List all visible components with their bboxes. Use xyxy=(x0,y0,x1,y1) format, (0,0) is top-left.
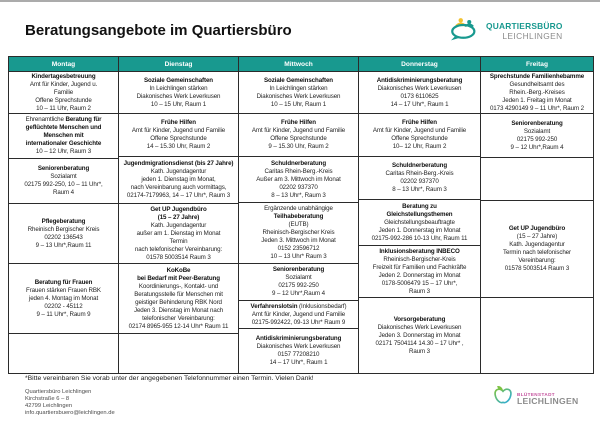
cell-line: 14 – 17 Uhr*, Raum 1 xyxy=(390,100,449,108)
address-city: 42799 Leichlingen xyxy=(25,403,73,409)
quartiersbuero-logo-text xyxy=(486,21,563,41)
cell-line: Menschen mit xyxy=(43,132,84,139)
offer-cell xyxy=(119,204,238,264)
cell-line: 02175 992-250 xyxy=(516,135,558,143)
cell-line: Antidiskriminierungsberatung xyxy=(255,335,342,342)
cell-line: 10 – 15 Uhr, Raum 1 xyxy=(150,100,207,108)
cell-line: jeden 4. Montag im Monat xyxy=(28,294,99,302)
cell-line: 02202 136543 xyxy=(44,233,83,241)
offer-cell xyxy=(359,72,480,114)
offer-cell xyxy=(359,200,480,246)
offer-cell xyxy=(9,114,118,159)
offer-cell xyxy=(119,264,238,334)
cell-line: Amt für Kinder, Jugend und Familie xyxy=(372,127,467,134)
cell-line: Offene Sprechstunde xyxy=(391,135,448,142)
cell-line: telefonischer Vereinbarung: xyxy=(142,314,215,322)
day-column-dienstag xyxy=(119,57,239,373)
cell-line: Rhein.-Berg.-Kreises xyxy=(509,88,565,96)
cell-line: Rheinisch-Bergischer Kreis xyxy=(262,229,335,236)
cell-line: Diakonisches Werk Leverkusen xyxy=(377,323,462,331)
cell-line: Jeden 1. Donnerstag im Monat xyxy=(378,226,461,234)
cell-line: 02202 - 45112 xyxy=(44,302,83,310)
cell-line: Jeden 3. Dienstag im Monat nach xyxy=(133,306,224,314)
cell-line: 02174-7179963, 14 – 17 Uhr*, Raum 3 xyxy=(126,192,231,199)
cell-line: Gleichstellungsthemen xyxy=(386,210,453,218)
cell-line: In Leichlingen stärken xyxy=(149,84,208,92)
day-column-montag xyxy=(9,57,119,373)
cell-line: (15 – 27 Jahre) xyxy=(157,213,200,221)
cell-line: Get UP Jugendbüro xyxy=(508,225,566,232)
logo-line-leichlingen: LEICHLINGEN xyxy=(502,30,563,41)
cell-line: 02175-992-286 10-13 Uhr, Raum 11 xyxy=(371,234,468,242)
empty-cell xyxy=(119,334,238,373)
cell-line: 01578 5003514 Raum 3 xyxy=(504,265,570,272)
offer-cell xyxy=(481,114,593,158)
address-org: Quartiersbüro Leichlingen xyxy=(25,389,92,395)
offer-cell xyxy=(359,246,480,298)
cell-line: Amt für Kinder, Jugend und Familie xyxy=(251,127,346,134)
cell-line: Diakonisches Werk Leverkusen xyxy=(136,92,221,100)
cell-line: Frauen stärken Frauen RBK xyxy=(26,286,101,294)
cell-line: Gleichstellungsbeauftragte xyxy=(384,218,455,226)
cell-line: Caritas Rhein-Berg.-Kreis xyxy=(264,167,333,175)
cell-line: Amt für Kinder, Jugend und Familie xyxy=(251,310,346,318)
appointment-footnote: *Bitte vereinbaren Sie vorab unter der angegebenen Telefonnummer einen Termin. Vielen Dank! xyxy=(25,375,314,382)
cell-line: 8 – 13 Uhr*, Raum 3 xyxy=(392,186,447,193)
cell-line: Jeden 3. Donnerstag im Monat xyxy=(378,331,461,339)
cell-line: Seniorenberatung xyxy=(511,119,563,127)
cell-line: Raum 3 xyxy=(408,347,431,355)
cell-line: bei Bedarf mit Peer-Beratung xyxy=(137,274,220,282)
bluetenstadt-logo xyxy=(492,384,579,411)
offer-cell xyxy=(9,159,118,204)
cell-line: 02174 8965-955 12-14 Uhr* Raum 11 xyxy=(128,322,229,330)
cell-line: 02175 992-250 xyxy=(278,282,319,289)
cell-line: 02175-992422, 09-13 Uhr* Raum 9 xyxy=(251,318,346,326)
cell-line: Jeden 3. Mittwoch im Monat xyxy=(261,237,336,244)
cell-line: 9 – 11 Uhr*, Raum 9 xyxy=(36,310,91,318)
cell-line: jeden 1. Dienstag im Monat, xyxy=(141,176,216,183)
cell-line: Get UP Jugendbüro xyxy=(150,205,207,213)
cell-line: Außer am 3. Mittwoch im Monat xyxy=(256,175,341,183)
cell-line: Pflegeberatung xyxy=(41,217,86,225)
cell-line: Koordinierungs-, Kontakt- und xyxy=(138,282,219,290)
logo-line-leichlingen-bottom: LEICHLINGEN xyxy=(517,395,579,406)
cell-line: (EUTB) xyxy=(288,221,309,228)
cell-line: Soziale Gemeinschaften xyxy=(264,76,333,84)
cell-line: Freizeit für Familien und Fachkräfte xyxy=(372,263,467,271)
offer-cell xyxy=(359,157,480,200)
cell-line: 0152 23596712 xyxy=(277,245,320,252)
offer-cell xyxy=(119,157,238,204)
offer-cell xyxy=(239,301,358,329)
cell-line: Inklusionsberatung INBECO xyxy=(379,247,460,255)
cell-line: Frühe Hilfen xyxy=(161,119,196,126)
cell-line: Frühe Hilfen xyxy=(402,119,437,126)
cell-line: Diakonisches Werk Leverkusen xyxy=(256,343,341,350)
cell-line: Kath. Jugendagentur xyxy=(150,221,207,229)
cell-line: Amt für Kinder, Jugend u. xyxy=(29,80,98,88)
cell-line: 0173 4290149 9 – 11 Uhr*, Raum 2 xyxy=(489,104,585,112)
offer-cell xyxy=(481,201,593,298)
cell-line: Rheinisch Bergischer Kreis xyxy=(27,225,100,233)
offer-cell xyxy=(359,114,480,157)
scan-edge-bar xyxy=(0,0,600,2)
cell-line: Schuldnerberatung xyxy=(391,162,448,169)
cell-line: 9 – 15.30 Uhr, Raum 2 xyxy=(268,143,329,150)
cell-line: Kath. Jugendagentur xyxy=(509,241,565,248)
cell-line: 10 – 15 Uhr, Raum 1 xyxy=(270,100,327,108)
cell-line: Raum 4 xyxy=(52,189,75,196)
cell-line: Sozialamt xyxy=(523,127,551,135)
apple-leaf-icon xyxy=(492,384,514,411)
cell-line: 10– 12 Uhr, Raum 2 xyxy=(392,143,447,150)
cell-line: 10 – 13 Uhr* Raum 3 xyxy=(270,253,327,260)
day-column-freitag xyxy=(481,57,593,373)
offer-cell xyxy=(119,114,238,157)
cell-line: Frühe Hilfen xyxy=(281,119,316,126)
cell-line: Vorsorgeberatung xyxy=(393,315,446,323)
offer-cell xyxy=(239,114,358,157)
cell-line: Offene Sprechstunde xyxy=(150,135,207,142)
cell-line: Termin xyxy=(169,237,188,245)
cell-line: 01578 5003514 Raum 3 xyxy=(146,253,211,261)
empty-cell xyxy=(9,334,118,373)
schedule-table xyxy=(8,56,594,374)
empty-cell xyxy=(481,298,593,373)
cell-line: 02202 937370 xyxy=(279,183,318,191)
cell-line: 9 – 13 Uhr*,Raum 11 xyxy=(35,241,92,249)
cell-line: Rheinisch-Bergischer-Kreis xyxy=(383,255,456,263)
cell-line: Kindertagesbetreuung xyxy=(31,72,96,80)
cell-line: Termin nach telefonischer xyxy=(502,249,571,256)
cell-line: Gesundheitsamt des xyxy=(509,80,565,88)
offer-cell xyxy=(9,204,118,264)
cell-line: 02202 937370 xyxy=(400,178,439,185)
cell-line: Kath. Jugendagentur xyxy=(150,168,207,175)
address-email: info.quartiersbuero@leichlingen.de xyxy=(25,410,115,416)
cell-line: Verfahrenslotsin (Inklusionsbedarf) xyxy=(250,302,347,310)
cell-line: 0178-5006479 15 – 17 Uhr*, xyxy=(381,279,458,287)
cell-line: Amt für Kinder, Jugend und Familie xyxy=(131,127,226,134)
cell-line: Raum 3 xyxy=(408,287,431,295)
cell-line: Beratung zu xyxy=(402,202,437,210)
offer-cell xyxy=(239,72,358,114)
cell-line: 14 – 15.30 Uhr, Raum 2 xyxy=(146,143,211,150)
day-header-mittwoch: Mittwoch xyxy=(239,57,358,72)
cell-line: internationaler Geschichte xyxy=(25,140,102,147)
offer-cell xyxy=(239,203,358,264)
speech-bubble-people-icon xyxy=(448,14,482,47)
cell-line: Diakonisches Werk Leverkusen xyxy=(377,84,462,92)
cell-line: Jeden 2. Donnerstag im Monat xyxy=(378,271,461,279)
cell-line: Beratung für Frauen xyxy=(34,278,93,286)
cell-line: 10 – 11 Uhr, Raum 2 xyxy=(36,104,91,112)
cell-line: nach Vereinbarung auch vormittags, xyxy=(130,184,227,191)
cell-line: (15 – 27 Jahre) xyxy=(516,233,558,240)
cell-line: Beratungsstelle für Menschen mit xyxy=(134,290,223,298)
cell-line: nach telefonischer Vereinbarung: xyxy=(134,245,223,253)
offer-cell xyxy=(359,298,480,373)
cell-line: Sozialamt xyxy=(50,173,77,180)
cell-line: Schuldnerberatung xyxy=(270,159,327,167)
cell-line: 14 – 17 Uhr*, Raum 1 xyxy=(269,359,328,366)
offer-cell xyxy=(9,72,118,114)
cell-line: 9 – 12 Uhr*,Raum 4 xyxy=(510,143,564,151)
cell-line: 9 – 12 Uhr*,Raum 4 xyxy=(272,290,325,297)
offer-cell xyxy=(119,72,238,114)
cell-line: Familie xyxy=(53,88,74,96)
cell-line: 10 – 12 Uhr, Raum 3 xyxy=(35,148,92,155)
cell-line: geistiger Behinderung RBK Nord xyxy=(135,298,222,306)
day-header-donnerstag: Donnerstag xyxy=(359,57,480,72)
cell-line: Sozialamt xyxy=(285,274,312,281)
cell-line: 02175 992-250, 10 – 11 Uhr*, xyxy=(24,181,103,188)
cell-line: Ergänzende unabhängige xyxy=(264,205,333,212)
offer-cell xyxy=(239,329,358,373)
cell-line: Seniorenberatung xyxy=(37,165,90,172)
cell-line: In Leichlingen stärken xyxy=(269,84,328,92)
address-street: Kirchstraße 6 – 8 xyxy=(25,396,70,402)
offer-cell xyxy=(239,264,358,301)
page-title: Beratungsangebote im Quartiersbüro xyxy=(25,22,292,39)
cell-line: Jugendmigrationsdienst (bis 27 Jahre) xyxy=(123,160,234,167)
offer-cell xyxy=(481,72,593,114)
address-block xyxy=(25,389,115,417)
cell-line: Teilhabeberatung xyxy=(273,213,324,220)
cell-line: KoKoBe xyxy=(166,266,191,274)
cell-line: 0173 6110625 xyxy=(400,92,439,100)
offer-cell xyxy=(9,264,118,334)
day-header-dienstag: Dienstag xyxy=(119,57,238,72)
day-column-mittwoch xyxy=(239,57,359,373)
cell-line: Caritas Rhein-Berg.-Kreis xyxy=(385,170,454,177)
cell-line: Vereinbarung: xyxy=(518,257,556,264)
cell-line: Diakonisches Werk Leverkusen xyxy=(256,92,341,100)
cell-line: Seniorenberatung xyxy=(272,266,325,273)
day-column-donnerstag xyxy=(359,57,481,373)
cell-line: außer am 1. Dienstag im Monat xyxy=(136,229,221,237)
day-header-freitag: Freitag xyxy=(481,57,593,72)
cell-line: Jeden 1. Freitag im Monat xyxy=(502,96,572,104)
cell-line: 8 – 13 Uhr*, Raum 3 xyxy=(271,191,326,199)
cell-line: Offene Sprechstunde xyxy=(270,135,327,142)
day-header-montag: Montag xyxy=(9,57,118,72)
cell-line: Antidiskriminierungsberatung xyxy=(376,76,463,84)
logo-line-bluetenstadt: BLÜTENSTADT xyxy=(517,391,555,397)
empty-cell xyxy=(481,158,593,201)
cell-line: Soziale Gemeinschaften xyxy=(144,76,213,84)
cell-line: 02171 7504114 14.30 – 17 Uhr* , xyxy=(375,339,464,347)
logo-line-quartiersbuero: QUARTIERSBÜRO xyxy=(486,20,563,31)
cell-line: geflüchtete Menschen und xyxy=(25,124,102,131)
bluetenstadt-logo-text xyxy=(517,391,579,405)
cell-line: 0157 77208210 xyxy=(277,351,320,358)
offer-cell xyxy=(239,157,358,203)
cell-line: Sprechstunde Familienhebamme xyxy=(489,72,585,80)
cell-line: Ehrenamtliche Beratung für xyxy=(25,116,102,123)
quartiersbuero-logo xyxy=(448,14,563,47)
cell-line: Offene Sprechstunde xyxy=(35,96,92,104)
